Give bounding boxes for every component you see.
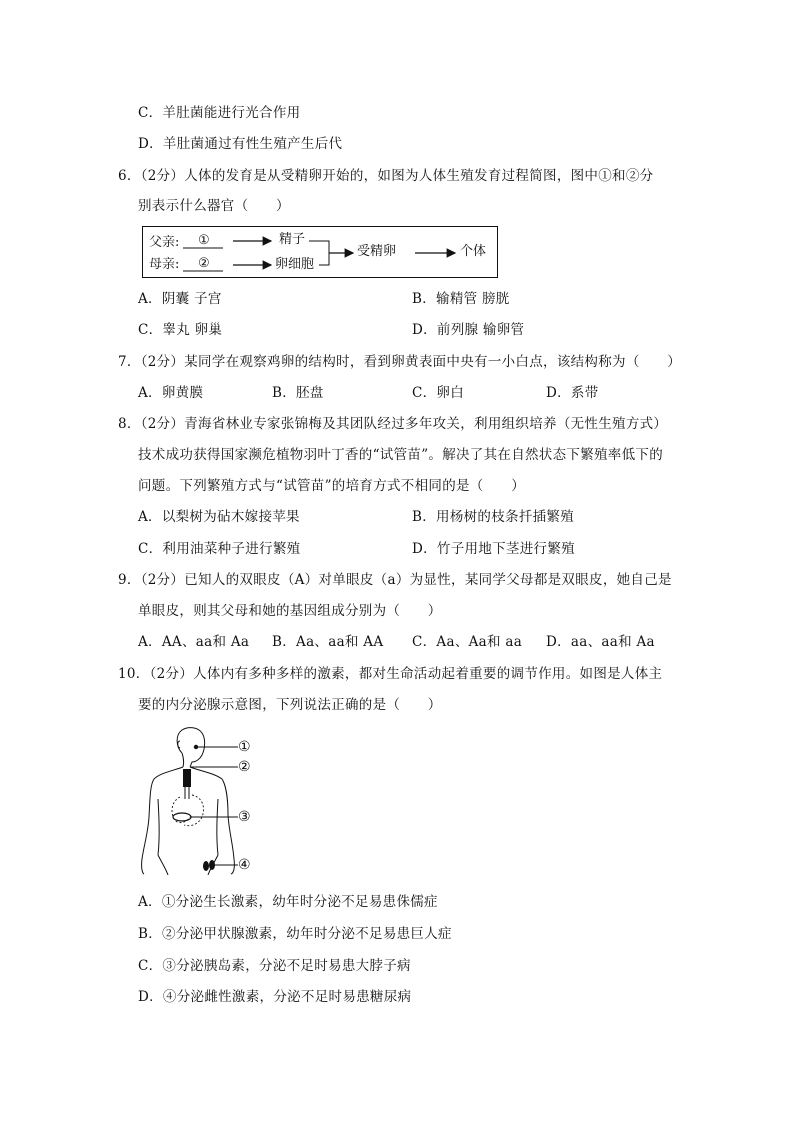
q9-stem-line2: 单眼皮，则其父母和她的基因组成分别为（ ） bbox=[138, 603, 442, 619]
diagram-zygote-label: 受精卵 bbox=[357, 244, 397, 259]
q7-option-b: B．胚盘 bbox=[272, 385, 324, 401]
q8-stem-line1: 8．（2分）青海省林业专家张锦梅及其团队经过多年攻关，利用组织培养（无性生殖方式） bbox=[118, 416, 668, 432]
q8-stem-line2: 技术成功获得国家濒危植物羽叶丁香的“试管苗”。解决了其在自然状态下繁殖率低下的 bbox=[138, 447, 664, 463]
q6-stem-line2: 别表示什么器官（ ） bbox=[138, 198, 290, 214]
q10-option-c: C．③分泌胰岛素，分泌不足时易患大脖子病 bbox=[138, 958, 411, 974]
figure-label-4: ④ bbox=[238, 857, 251, 873]
diagram-mother-label: 母亲: bbox=[149, 257, 180, 272]
pancreas-mark bbox=[173, 813, 191, 821]
q5-option-d: D．羊肚菌通过有性生殖产生后代 bbox=[138, 136, 343, 152]
q8-option-c: C．利用油菜种子进行繁殖 bbox=[138, 541, 301, 557]
diagram-arrows bbox=[143, 227, 499, 279]
diagram-egg-label: 卵细胞 bbox=[275, 257, 315, 272]
q9-option-b: B．Aa、aa和 AA bbox=[272, 634, 384, 650]
q6-option-a: A．阴囊 子宫 bbox=[138, 291, 222, 307]
gonad-mark-left bbox=[203, 861, 209, 871]
q8-stem-line3: 问题。下列繁殖方式与“试管苗”的培育方式不相同的是（ ） bbox=[138, 478, 526, 494]
q10-option-a: A．①分泌生长激素，幼年时分泌不足易患侏儒症 bbox=[138, 894, 438, 910]
diagram-sperm-label: 精子 bbox=[279, 232, 306, 247]
figure-label-2: ② bbox=[238, 759, 251, 775]
q7-option-a: A．卵黄膜 bbox=[138, 385, 204, 401]
q10-stem-line2: 要的内分泌腺示意图，下列说法正确的是（ ） bbox=[138, 697, 442, 713]
q5-option-c: C．羊肚菌能进行光合作用 bbox=[138, 105, 301, 121]
human-body-outline bbox=[130, 727, 280, 875]
q7-option-c: C．卵白 bbox=[412, 385, 465, 401]
q9-option-a: A．AA、aa和 Aa bbox=[138, 634, 250, 650]
q8-option-a: A．以梨树为砧木嫁接苹果 bbox=[138, 509, 300, 525]
trachea-lines bbox=[185, 787, 189, 799]
figure-label-1: ① bbox=[238, 739, 251, 755]
q8-option-d: D．竹子用地下茎进行繁殖 bbox=[412, 541, 575, 557]
q9-option-d: D．aa、aa和 Aa bbox=[546, 634, 655, 650]
q6-stem-line1: 6．（2分）人体的发育是从受精卵开始的，如图为人体生殖发育过程简图，图中①和②分 bbox=[118, 168, 654, 184]
figure-label-3: ③ bbox=[238, 809, 251, 825]
q6-option-b: B．输精管 膀胱 bbox=[412, 291, 510, 307]
diagram-individual-label: 个体 bbox=[460, 244, 487, 259]
q6-option-d: D．前列腺 输卵管 bbox=[412, 322, 525, 338]
diagram-number-1: ① bbox=[198, 233, 210, 248]
q8-option-b: B．用杨树的枝条扦插繁殖 bbox=[412, 509, 575, 525]
q7-stem-line1: 7．（2分）某同学在观察鸡卵的结构时，看到卵黄表面中央有一小白点，该结构称为（ ） bbox=[118, 354, 682, 370]
thyroid-mark bbox=[183, 769, 191, 787]
q9-stem-line1: 9．（2分）已知人的双眼皮（A）对单眼皮（a）为显性，某同学父母都是双眼皮，她自己是 bbox=[118, 572, 672, 588]
q10-option-b: B．②分泌甲状腺激素，幼年时分泌不足易患巨人症 bbox=[138, 926, 452, 942]
reproduction-flow-diagram bbox=[142, 226, 498, 278]
diagram-father-label: 父亲: bbox=[149, 235, 180, 250]
diagram-number-2: ② bbox=[198, 256, 210, 271]
endocrine-gland-figure bbox=[130, 727, 280, 875]
abdomen-organs bbox=[172, 795, 204, 826]
q9-option-c: C．Aa、Aa和 aa bbox=[412, 634, 523, 650]
q10-stem-line1: 10．（2分）人体内有多种多样的激素，都对生命活动起着重要的调节作用。如图是人体主 bbox=[118, 666, 663, 682]
q6-option-c: C．睾丸 卵巢 bbox=[138, 322, 223, 338]
q10-option-d: D．④分泌雌性激素，分泌不足时易患糖尿病 bbox=[138, 989, 412, 1005]
q7-option-d: D．系带 bbox=[546, 385, 599, 401]
